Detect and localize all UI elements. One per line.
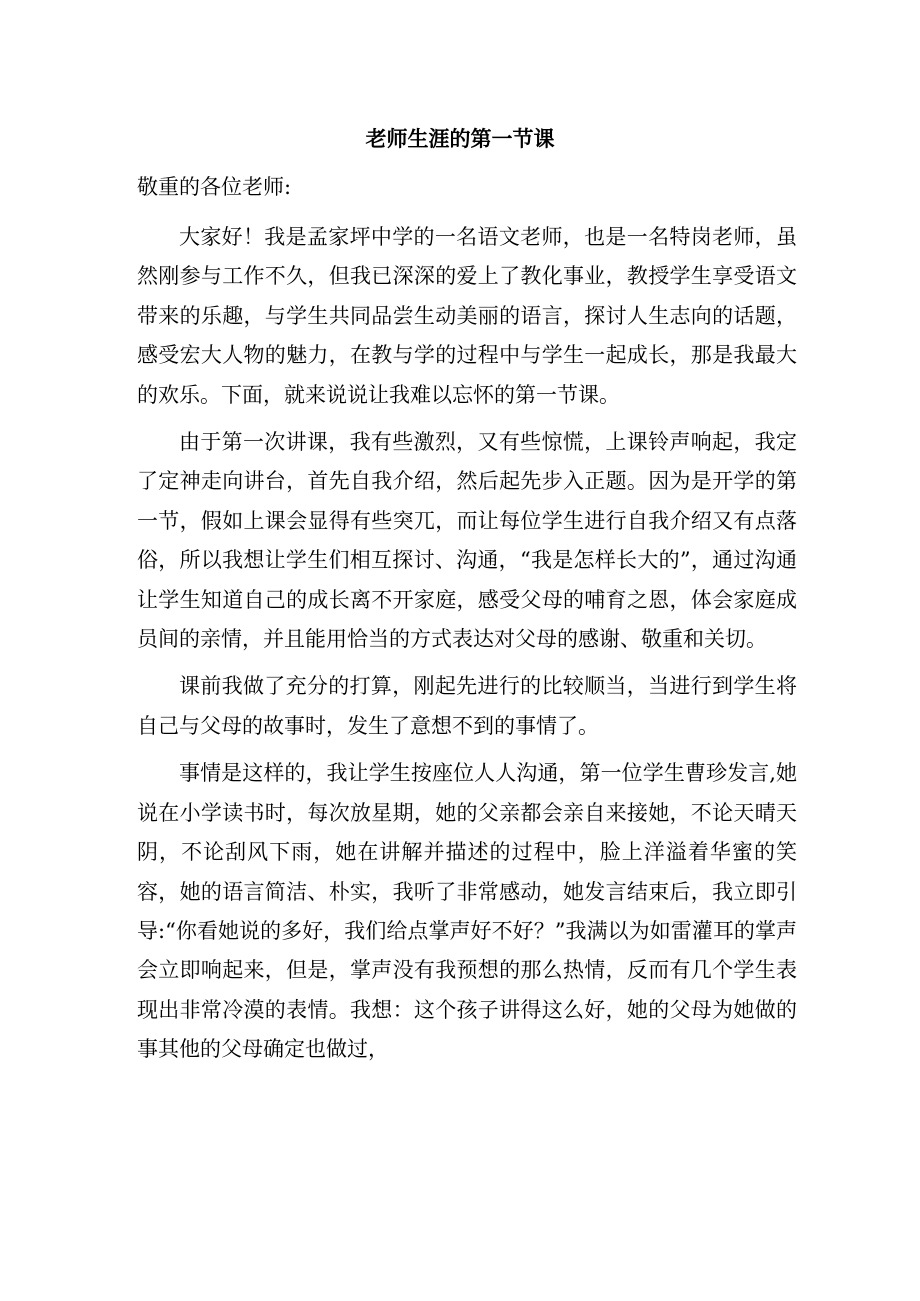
paragraph-1: 大家好！我是孟家坪中学的一名语文老师，也是一名特岗老师，虽然刚参与工作不久，但我已深深的爱上了教化事业，教授学生享受语文带来的乐趣，与学生共同品尝生动美丽的语言，探讨人生志向的话题，感受宏大人物的魅力，在教与学的过程中与学生一起成长，那是我最大的欢乐。下面，就来说说让我难以忘怀的第一节课。 [137,225,797,407]
salutation: 敬重的各位老师: [137,175,292,199]
paragraph-4: 事情是这样的，我让学生按座位人人沟通，第一位学生曹珍发言,她说在小学读书时，每次放星期，她的父亲都会亲自来接她，不论天晴天阴，不论刮风下雨，她在讲解并描述的过程中，脸上洋溢着华蜜的笑容，她的语言简洁、朴实，我听了非常感动，她发言结束后，我立即引导:“你看她说的多好，我们给点掌声好不好？”我满以为如雷灌耳的掌声会立即响起来，但是，掌声没有我预想的那么热情，反而有几个学生表现出非常冷漠的表情。我想：这个孩子讲得这么好，她的父母为她做的事其他的父母确定也做过， [137,761,797,1062]
paragraph-2: 由于第一次讲课，我有些激烈，又有些惊慌，上课铃声响起，我定了定神走向讲台，首先自我介绍，然后起先步入正题。因为是开学的第一节，假如上课会显得有些突兀，而让每位学生进行自我介绍又有点落俗，所以我想让学生们相互探讨、沟通，“我是怎样长大的”，通过沟通让学生知道自己的成长离不开家庭，感受父母的哺育之恩，体会家庭成员间的亲情，并且能用恰当的方式表达对父母的感谢、敬重和关切。 [137,430,797,652]
paragraph-3: 课前我做了充分的打算，刚起先进行的比较顺当，当进行到学生将自己与父母的故事时，发生了意想不到的事情了。 [137,674,797,738]
document-body [137,218,797,1078]
document-title: 老师生涯的第一节课 [365,126,555,151]
